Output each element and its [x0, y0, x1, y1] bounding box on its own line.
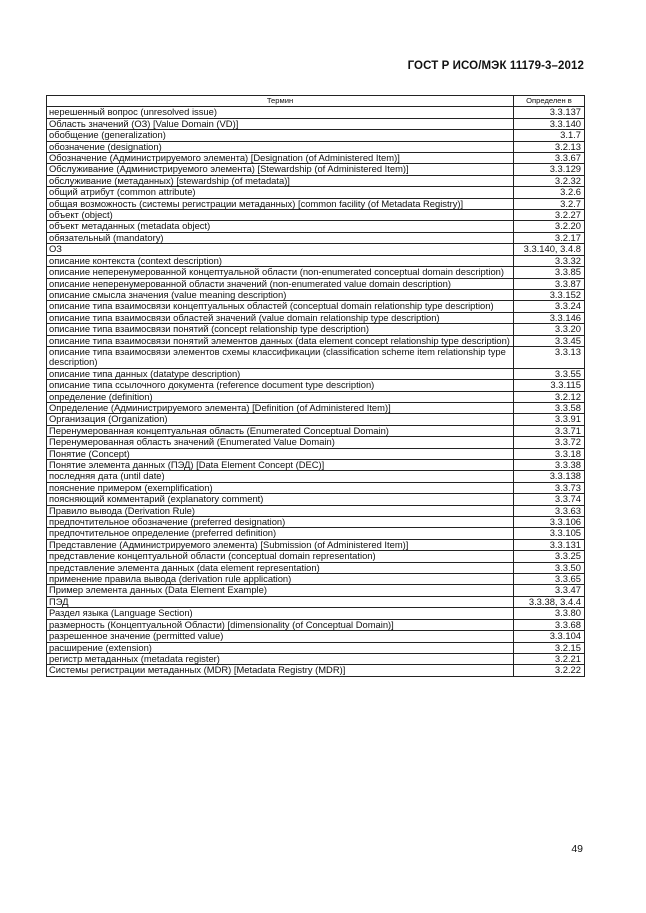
defined-in-cell: 3.2.22	[514, 665, 585, 676]
term-cell: представление концептуальной области (conceptual domain representation)	[47, 551, 514, 562]
defined-in-cell: 3.3.20	[514, 324, 585, 335]
defined-in-cell: 3.3.115	[514, 380, 585, 391]
table-row	[47, 278, 585, 289]
table-row	[47, 437, 585, 448]
defined-in-cell: 3.3.91	[514, 414, 585, 425]
term-cell: предпочтительное определение (preferred definition)	[47, 528, 514, 539]
table-row	[47, 255, 585, 266]
term-cell: описание типа ссылочного документа (reference document type description)	[47, 380, 514, 391]
table-row	[47, 380, 585, 391]
table-row	[47, 471, 585, 482]
term-cell: описание типа взаимосвязи понятий (concept relationship type description)	[47, 324, 514, 335]
defined-in-cell: 3.2.6	[514, 187, 585, 198]
defined-in-cell: 3.3.65	[514, 574, 585, 585]
term-cell: последняя дата (until date)	[47, 471, 514, 482]
term-cell: Правило вывода (Derivation Rule)	[47, 505, 514, 516]
table-row	[47, 528, 585, 539]
table-row	[47, 335, 585, 346]
term-cell: описание типа взаимосвязи концептуальных областей (conceptual domain relationship type description)	[47, 301, 514, 312]
term-cell: Системы регистрации метаданных (MDR) [Metadata Registry (MDR)]	[47, 665, 514, 676]
term-cell: обобщение (generalization)	[47, 130, 514, 141]
term-cell: Обозначение (Администрируемого элемента) [Designation (of Administered Item)]	[47, 153, 514, 164]
term-cell: описание типа взаимосвязи элементов схемы классификации (classification scheme item relationship type description)	[47, 346, 514, 368]
table-row	[47, 107, 585, 118]
defined-in-cell: 3.3.58	[514, 402, 585, 413]
table-row	[47, 482, 585, 493]
defined-in-cell: 3.3.38	[514, 460, 585, 471]
defined-in-cell: 3.3.18	[514, 448, 585, 459]
defined-in-cell: 3.1.7	[514, 130, 585, 141]
defined-in-cell: 3.2.27	[514, 210, 585, 221]
table-row	[47, 653, 585, 664]
document-standard-code: ГОСТ Р ИСО/МЭК 11179-3–2012	[407, 60, 584, 72]
table-row	[47, 141, 585, 152]
term-cell: описание контекста (context description)	[47, 255, 514, 266]
defined-in-cell: 3.3.45	[514, 335, 585, 346]
defined-in-cell: 3.2.17	[514, 232, 585, 243]
defined-in-cell: 3.3.67	[514, 153, 585, 164]
term-cell: предпочтительное обозначение (preferred designation)	[47, 517, 514, 528]
table-row	[47, 551, 585, 562]
term-cell: описание типа данных (datatype description)	[47, 368, 514, 379]
term-cell: нерешенный вопрос (unresolved issue)	[47, 107, 514, 118]
defined-in-cell: 3.3.106	[514, 517, 585, 528]
table-row	[47, 585, 585, 596]
term-cell: описание типа взаимосвязи понятий элементов данных (data element concept relationship type description)	[47, 335, 514, 346]
table-row	[47, 562, 585, 573]
defined-in-cell: 3.3.55	[514, 368, 585, 379]
term-cell: объект метаданных (metadata object)	[47, 221, 514, 232]
term-cell: Перенумерованная концептуальная область (Enumerated Conceptual Domain)	[47, 425, 514, 436]
term-cell: Область значений (ОЗ) [Value Domain (VD)]	[47, 118, 514, 129]
defined-in-cell: 3.3.80	[514, 608, 585, 619]
defined-in-cell: 3.3.72	[514, 437, 585, 448]
defined-in-cell: 3.3.140, 3.4.8	[514, 244, 585, 255]
defined-in-cell: 3.2.13	[514, 141, 585, 152]
page-number: 49	[571, 843, 583, 855]
term-cell: Понятие элемента данных (ПЭД) [Data Element Concept (DEC)]	[47, 460, 514, 471]
defined-in-cell: 3.3.50	[514, 562, 585, 573]
table-row	[47, 425, 585, 436]
table-row	[47, 460, 585, 471]
table-row	[47, 402, 585, 413]
table-row	[47, 642, 585, 653]
defined-in-cell: 3.3.47	[514, 585, 585, 596]
table-row	[47, 301, 585, 312]
table-header-row	[47, 96, 585, 107]
terms-index-table	[46, 95, 585, 677]
defined-in-cell: 3.2.32	[514, 175, 585, 186]
table-row	[47, 198, 585, 209]
defined-in-cell: 3.3.140	[514, 118, 585, 129]
table-row	[47, 414, 585, 425]
term-cell: Организация (Organization)	[47, 414, 514, 425]
term-cell: описание смысла значения (value meaning description)	[47, 289, 514, 300]
term-cell: ПЭД	[47, 596, 514, 607]
defined-in-cell: 3.3.85	[514, 267, 585, 278]
term-cell: разрешенное значение (permitted value)	[47, 631, 514, 642]
table-row	[47, 574, 585, 585]
table-row	[47, 505, 585, 516]
table-row	[47, 631, 585, 642]
defined-in-cell: 3.3.129	[514, 164, 585, 175]
defined-in-cell: 3.2.21	[514, 653, 585, 664]
term-cell: применение правила вывода (derivation rule application)	[47, 574, 514, 585]
table-row	[47, 517, 585, 528]
defined-in-cell: 3.3.131	[514, 539, 585, 550]
term-cell: обязательный (mandatory)	[47, 232, 514, 243]
defined-in-cell: 3.3.104	[514, 631, 585, 642]
table-row	[47, 665, 585, 676]
term-cell: Перенумерованная область значений (Enumerated Value Domain)	[47, 437, 514, 448]
term-cell: ОЗ	[47, 244, 514, 255]
column-header-term: Термин	[47, 96, 514, 107]
defined-in-cell: 3.3.105	[514, 528, 585, 539]
table-row	[47, 539, 585, 550]
table-row	[47, 391, 585, 402]
term-cell: регистр метаданных (metadata register)	[47, 653, 514, 664]
defined-in-cell: 3.3.73	[514, 482, 585, 493]
term-cell: обслуживание (метаданных) [stewardship (of metadata)]	[47, 175, 514, 186]
defined-in-cell: 3.3.146	[514, 312, 585, 323]
term-cell: расширение (extension)	[47, 642, 514, 653]
defined-in-cell: 3.3.87	[514, 278, 585, 289]
table-row	[47, 130, 585, 141]
table-row	[47, 118, 585, 129]
defined-in-cell: 3.3.63	[514, 505, 585, 516]
table-row	[47, 346, 585, 368]
defined-in-cell: 3.3.25	[514, 551, 585, 562]
defined-in-cell: 3.3.71	[514, 425, 585, 436]
table-body	[47, 107, 585, 676]
defined-in-cell: 3.3.68	[514, 619, 585, 630]
table-row	[47, 164, 585, 175]
table-row	[47, 368, 585, 379]
table-row	[47, 619, 585, 630]
table-row	[47, 267, 585, 278]
defined-in-cell: 3.3.24	[514, 301, 585, 312]
term-cell: описание неперенумерованной области значений (non-enumerated value domain description)	[47, 278, 514, 289]
table-row	[47, 244, 585, 255]
defined-in-cell: 3.2.7	[514, 198, 585, 209]
term-cell: обозначение (designation)	[47, 141, 514, 152]
term-cell: объект (object)	[47, 210, 514, 221]
table-row	[47, 608, 585, 619]
table-row	[47, 175, 585, 186]
defined-in-cell: 3.2.12	[514, 391, 585, 402]
term-cell: определение (definition)	[47, 391, 514, 402]
term-cell: поясняющий комментарий (explanatory comment)	[47, 494, 514, 505]
term-cell: Обслуживание (Администрируемого элемента) [Stewardship (of Administered Item)]	[47, 164, 514, 175]
defined-in-cell: 3.2.20	[514, 221, 585, 232]
term-cell: общий атрибут (common attribute)	[47, 187, 514, 198]
table-row	[47, 153, 585, 164]
term-cell: описание типа взаимосвязи областей значений (value domain relationship type description)	[47, 312, 514, 323]
defined-in-cell: 3.3.152	[514, 289, 585, 300]
defined-in-cell: 3.3.13	[514, 346, 585, 368]
defined-in-cell: 3.3.138	[514, 471, 585, 482]
column-header-defined-in: Определен в	[514, 96, 585, 107]
table-row	[47, 210, 585, 221]
term-cell: Определение (Администрируемого элемента) [Definition (of Administered Item)]	[47, 402, 514, 413]
table-row	[47, 289, 585, 300]
term-cell: Раздел языка (Language Section)	[47, 608, 514, 619]
defined-in-cell: 3.3.38, 3.4.4	[514, 596, 585, 607]
defined-in-cell: 3.3.74	[514, 494, 585, 505]
table-row	[47, 221, 585, 232]
term-cell: Пример элемента данных (Data Element Example)	[47, 585, 514, 596]
term-cell: Представление (Администрируемого элемента) [Submission (of Administered Item)]	[47, 539, 514, 550]
defined-in-cell: 3.2.15	[514, 642, 585, 653]
table-row	[47, 494, 585, 505]
table-row	[47, 187, 585, 198]
term-cell: пояснение примером (exemplification)	[47, 482, 514, 493]
table-row	[47, 324, 585, 335]
term-cell: размерность (Концептуальной Области) [dimensionality (of Conceptual Domain)]	[47, 619, 514, 630]
table-row	[47, 232, 585, 243]
table-row	[47, 596, 585, 607]
table-row	[47, 448, 585, 459]
term-cell: описание неперенумерованной концептуальной области (non-enumerated conceptual domain description)	[47, 267, 514, 278]
defined-in-cell: 3.3.32	[514, 255, 585, 266]
term-cell: представление элемента данных (data element representation)	[47, 562, 514, 573]
term-cell: общая возможность (системы регистрации метаданных) [common facility (of Metadata Registry)]	[47, 198, 514, 209]
term-cell: Понятие (Concept)	[47, 448, 514, 459]
defined-in-cell: 3.3.137	[514, 107, 585, 118]
table-row	[47, 312, 585, 323]
